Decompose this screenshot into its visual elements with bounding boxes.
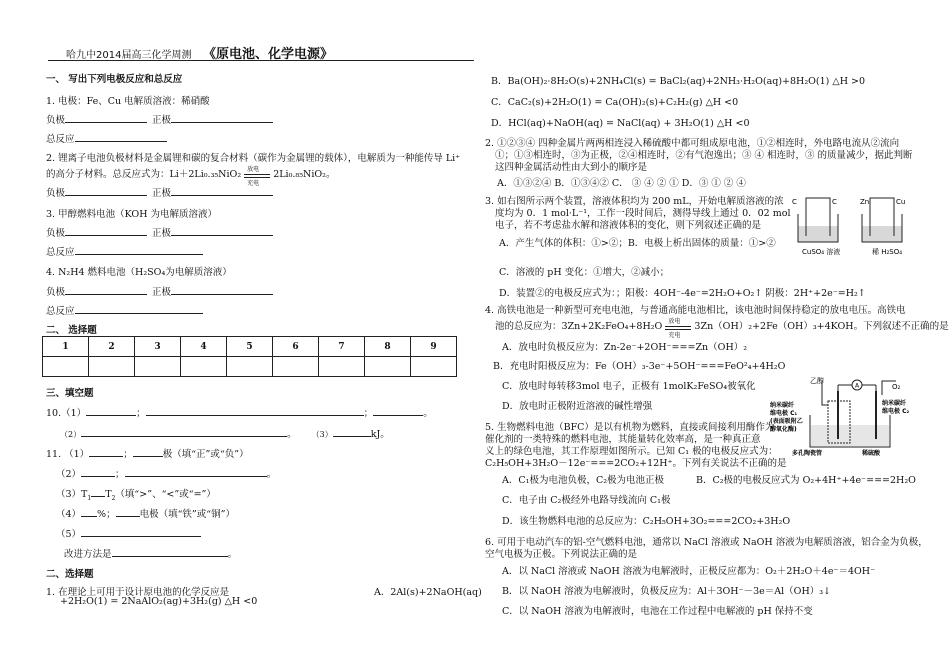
answer-num-4: 4 [181,337,227,357]
c5-fuel-cell-figure [770,375,910,457]
q11-blank-4a[interactable] [81,506,97,517]
c3-fig-label-sol2: 稀 H₂SO₄ [872,248,903,256]
q10-blank-a[interactable] [86,405,136,416]
answer-num-1: 1 [43,337,89,357]
answer-num-6: 6 [273,337,319,357]
c3-fig-label-c2: C [832,198,837,206]
c2-line1: 2. ①②③④ 四种金属片两两相连浸入稀硫酸中都可组成原电池，①②相连时，外电路电流从②流向 [485,138,900,149]
q3-neg-blank[interactable] [65,225,147,236]
c6-option-b: B．以 NaOH 溶液为电解液时，负极反应为：Al＋3OH⁻－3e＝Al（OH）₃↓ [502,586,832,597]
c5-option-c: C．电子由 C₂极经外电路导线流向 C₁极 [502,495,671,506]
q1-pos-blank[interactable] [171,112,273,123]
q2-line2: 的高分子材料。总反应式为：Li＋2Li₀.₃₅NiO₂ 放电 充电 2Li₀.₈₅NiO₂。 [46,165,336,187]
c1-option-c: C．CaC₂(s)+2H₂O(1) = Ca(OH)₂(s)+C₂H₂(g) △H <0 [491,97,739,108]
c6-line2: 空气电极为正极。下列说法正确的是 [485,549,638,560]
q1-electrodes: 负极 正极 [46,112,273,126]
answer-cell[interactable] [89,357,135,377]
answer-num-3: 3 [135,337,181,357]
c1-option-a: A．2Al(s)+2NaOH(aq) [374,587,482,598]
section-3-title: 三、填空题 [46,388,94,399]
q2-reaction-arrow: 放电 充电 [244,170,270,180]
q10-blank-b[interactable] [146,405,364,416]
answer-num-2: 2 [89,337,135,357]
answer-cell[interactable] [411,357,457,377]
c3-fig-label-sol1: CuSO₄ 溶液 [802,248,841,256]
q1-text: 1. 电极：Fe、Cu 电解质溶液：稀硝酸 [46,96,210,107]
c6-option-c: C．以 NaOH 溶液为电解液时，电池在工作过程中电解液的 pH 保持不变 [502,606,813,617]
c5-fig-tube: 多孔陶瓷管 [792,450,823,457]
c3-line3: 电子，若不考虑盐水解和溶液体积的变化，则下列叙述正确的是 [495,220,762,231]
answer-cell[interactable] [43,357,89,377]
c4-option-c: C．放电时每转移3mol 电子，正极有 1molK₂FeSO₄被氧化 [502,381,756,392]
c4-option-d: D．放电时正极附近溶液的碱性增强 [502,401,653,412]
q10-part1: 10.（1） ； ； 。 [46,405,433,419]
c5-line4: C₂H₅OH+3H₂O－12e⁻===2CO₂+12H⁺。下列有关说法不正确的是 [485,458,787,469]
school-label: 哈九中2014届高三化学周测 [66,50,192,61]
c5-option-b: B．C₂极的电极反应式为 O₂+4H⁺+4e⁻===2H₂O [696,475,916,486]
q2-line1: 2. 锂离子电池负极材料是金属锂和碳的复合材料（碳作为金属锂的载体），电解质为一种能传导 Li⁺ [46,153,461,164]
q1-neg-blank[interactable] [65,112,147,123]
c1-option-d: D．HCl(aq)+NaOH(aq) = NaCl(aq) + 3H₂O(1) △H <0 [491,118,750,129]
c2-line2: ①；①③相连时，③为正极，②④相连时，②有气泡逸出；③ ④ 相连时，③ 的质量减少，据此判断 [495,150,913,161]
c5-fig-left2: 维电极 C₁ [770,410,798,417]
c4-option-b: B．充电时阳极反应为：Fe（OH）₃-3e⁻+5OH⁻===FeO²₄+4H₂O [493,361,786,372]
q11-part5: （5） [56,526,201,540]
answer-table-blank-row [43,357,457,377]
answer-cell[interactable] [319,357,365,377]
c1-stem: 1. 在理论上可用于设计原电池的化学反应是 [46,587,230,598]
c5-fig-left3: (表面吸附乙 [770,418,803,425]
answer-num-9: 9 [411,337,457,357]
c5-fig-o2: O₂ [892,383,901,391]
c5-line1: 5. 生物燃料电池（BFC）是以有机物为燃料，直接或间接利用酶作为 [485,422,775,433]
answer-table [42,336,457,377]
c3-fig-label-cu: Cu [896,198,906,206]
answer-table-header-row [43,337,457,357]
section-1-title: 一、 写出下列电极反应和总反应 [46,74,183,85]
c3-apparatus-figure [790,192,920,264]
q2-pos-blank[interactable] [171,185,273,196]
c6-line1: 6. 可用于电动汽车的铝-空气燃料电池，通常以 NaCl 溶液或 NaOH 溶液为电解质溶液，铝合金为负极， [485,537,928,548]
c5-fig-ethanol: 乙醇 [810,377,824,385]
c4-line1: 4. 高铁电池是一种新型可充电电池，与普通高能电池相比，该电池时间保持稳定的放电电压。高铁电 [485,305,906,316]
c1-option-a-cont: +2H₂O(1) = 2NaAlO₂(ag)+3H₂(g) △H <0 [60,596,258,607]
answer-num-8: 8 [365,337,411,357]
c3-option-a: A．产生气体的体积：①>②；B．电极上析出固体的质量：①>② [499,238,776,249]
q1-total-blank[interactable] [75,131,167,142]
q1-total: 总反应 [46,131,167,145]
c5-option-a: A．C₁极为电池负极，C₂极为电池正极 [502,475,665,486]
answer-cell[interactable] [227,357,273,377]
q11-blank-fix[interactable] [112,546,228,557]
answer-cell[interactable] [181,357,227,377]
c5-fig-right2: 维电极 C₂ [882,408,910,415]
c3-option-c: C．溶液的 pH 变化：①增大，②减小； [499,267,670,278]
q2-electrodes: 负极 正极 [46,185,273,199]
c5-option-d: D．该生物燃料电池的总反应为：C₂H₅OH+3O₂===2CO₂+3H₂O [502,516,791,527]
c3-fig-label-c: C [792,198,797,206]
c6-option-a: A．以 NaCl 溶液或 NaOH 溶液为电解液时，正极反应都为：O₂＋2H₂O＋4e⁻＝4OH⁻ [502,566,876,577]
q3-total: 总反应 [46,244,203,258]
q4-total-blank[interactable] [75,303,203,314]
c4-line2: 池的总反应为：3Zn+2K₂FeO₄+8H₂O 放电 充电 3Zn（OH）₂+2Fe（OH）₃+4KOH。下列叙述不正确的是 [495,317,949,339]
q11-part1: 11. （1） ； 极（填“正”或“负”） [46,446,249,460]
c5-fig-right1: 纳米碳纤 [882,400,907,407]
c5-fig-left1: 纳米碳纤 [770,402,795,409]
c4-reaction-arrow: 放电 充电 [665,322,691,332]
c3-fig-label-zn: Zn [860,198,870,206]
q10-blank-e[interactable] [333,426,371,437]
q11-blank-5[interactable] [81,526,201,537]
c5-line2: 催化剂的一类特殊的燃料电池，其能量转化效率高，是一种真正意 [485,434,761,445]
q11-blank-1b[interactable] [133,446,163,457]
q11-blank-2b[interactable] [125,466,267,477]
page-title: 《原电池、化学电源》 [202,47,333,62]
c3-option-d: D．装置②的电极反应式为：；阳极：4OH⁻-4e⁻=2H₂O+O₂↑ 阴极：2H⁺+2e⁻=H₂↑ [499,288,866,299]
section-2b-title: 二、选择题 [46,569,94,580]
q10-blank-d[interactable] [81,426,287,437]
answer-num-7: 7 [319,337,365,357]
c3-line2: 度均为 0．1 mol·L⁻¹，工作一段时间后，测得导线上通过 0．02 mol [495,208,791,219]
c5-fig-acid: 稀硫酸 [862,450,881,457]
q4-total: 总反应 [46,303,203,317]
q11-fix: 改进方法是 。 [64,546,237,560]
c2-options: A．①③②④ B．①③④② C． ③ ④ ② ① D．③ ① ② ④ [497,178,746,189]
c2-line3: 这四种金属活动性由大到小的顺序是 [495,162,648,173]
q11-blank-3[interactable] [91,486,105,497]
q11-blank-2a[interactable] [81,466,115,477]
answer-cell[interactable] [135,357,181,377]
q10-part2: （2） 。 （3） kJ。 [60,426,390,440]
q11-part2: （2） ； 。 [56,466,276,480]
answer-num-5: 5 [227,337,273,357]
q4-electrodes: 负极 正极 [46,284,273,298]
q3-electrodes: 负极 正极 [46,225,273,239]
q4-neg-blank[interactable] [65,284,147,295]
section-2-title: 二、 选择题 [46,325,97,336]
q4-text: 4. N₂H4 燃料电池（H₂SO₄为电解质溶液） [46,267,232,278]
q11-blank-4b[interactable] [116,506,140,517]
q11-part4: （4） %； 电极（填“铁”或“铜”） [56,506,235,520]
q3-total-blank[interactable] [75,244,203,255]
q11-part3: $(3)T_1$ $T_2$（填“>”、“<”或“=”） [56,486,216,502]
answer-cell[interactable] [365,357,411,377]
q3-text: 3. 甲醇燃料电池（KOH 为电解质溶液） [46,209,218,220]
c5-fig-ammeter: A [855,382,860,390]
header-rule [48,60,474,61]
q10-blank-c[interactable] [373,405,423,416]
q4-pos-blank[interactable] [171,284,273,295]
c5-fig-left4: 醇氧化酶) [770,426,797,433]
c5-line3: 义上的绿色电池，其工作原理如图所示。已知 C₁ 极的电极反应式为： [485,446,778,457]
c1-option-b: B．Ba(OH)₂·8H₂O(s)+2NH₄Cl(s) = BaCl₂(aq)+2NH₃·H₂O(aq)+8H₂O(1) △H >0 [491,76,866,87]
q3-pos-blank[interactable] [171,225,273,236]
q2-neg-blank[interactable] [65,185,147,196]
c3-line1: 3. 如右图所示两个装置，溶液体积均为 200 mL，开始电解质溶液的浓 [485,196,784,207]
c4-option-a: A．放电时负极反应为：Zn-2e⁻+2OH⁻===Zn（OH）₂ [502,342,748,353]
q11-blank-1a[interactable] [89,446,123,457]
answer-cell[interactable] [273,357,319,377]
